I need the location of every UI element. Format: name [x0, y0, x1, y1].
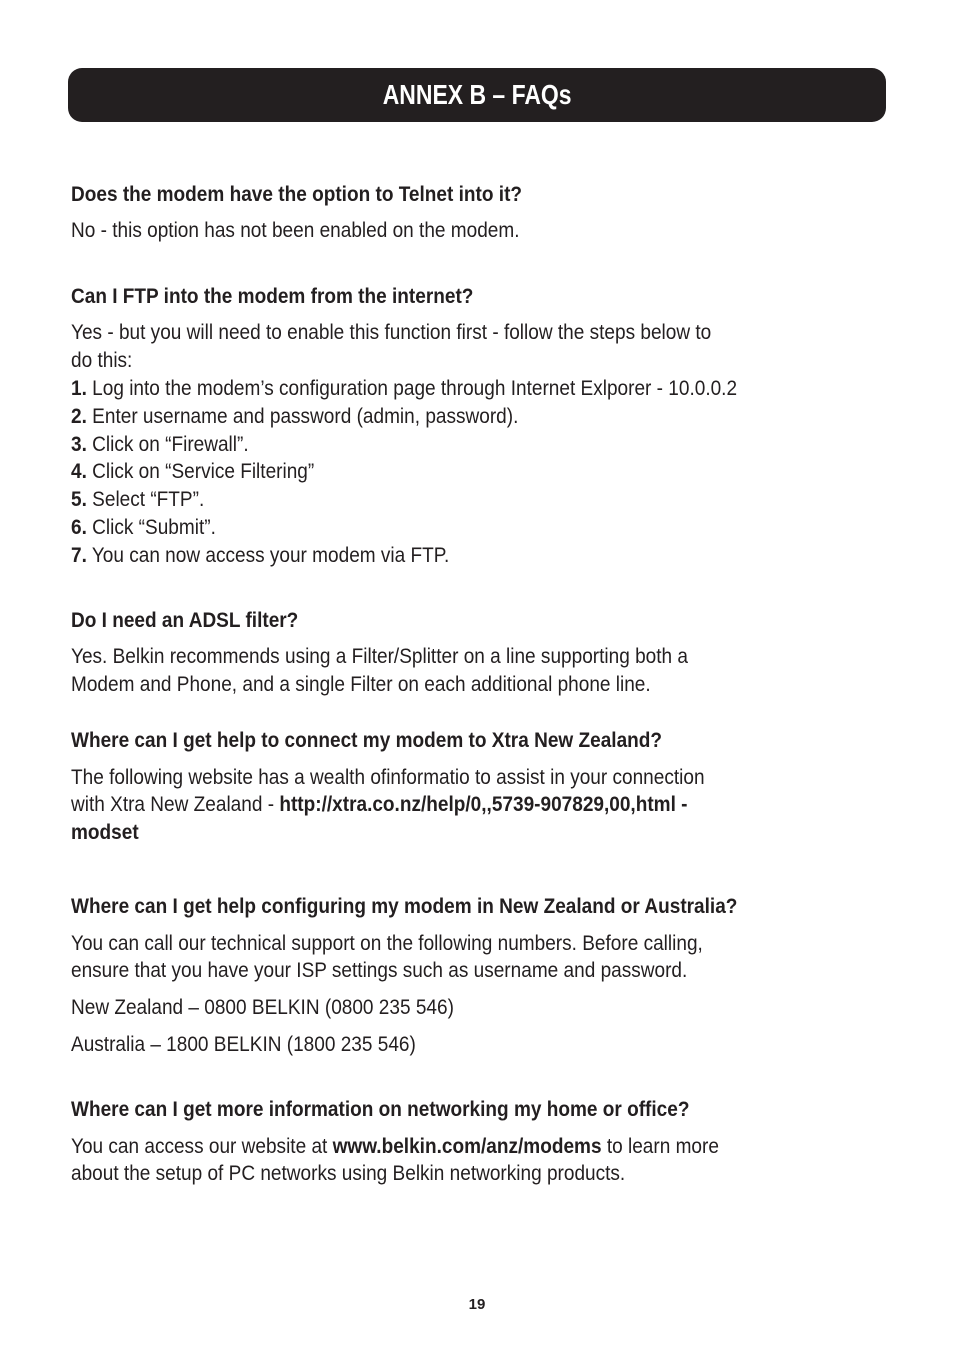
step-number: 1.: [71, 376, 87, 400]
faq-question: Where can I get more information on networking my home or office?: [71, 1097, 690, 1121]
step-text: You can now access your modem via FTP.: [91, 543, 450, 567]
step-text: Select “FTP”.: [92, 487, 205, 511]
step-number: 5.: [71, 487, 87, 511]
step-item: [71, 404, 518, 429]
step-text: Click “Submit”.: [92, 515, 216, 539]
step-item: [71, 376, 737, 401]
faq-question: Do I need an ADSL filter?: [71, 608, 299, 632]
faq-question: Can I FTP into the modem from the internet?: [71, 284, 474, 308]
step-text: Click on “Service Filtering”: [92, 459, 315, 483]
page-number: 19: [468, 1296, 486, 1313]
faq-answer: The following website has a wealth ofinformatio to assist in your connection: [71, 765, 705, 789]
faq-answer: Yes. Belkin recommends using a Filter/Splitter on a line supporting both a: [71, 644, 688, 668]
step-text: Log into the modem’s configuration page through Internet Exlporer - 10.0.0.2: [92, 376, 738, 400]
faq-answer: [71, 1134, 719, 1159]
faq-question: Where can I get help configuring my modem in New Zealand or Australia?: [71, 894, 738, 918]
step-number: 4.: [71, 459, 87, 483]
faq-answer: You can call our technical support on the following numbers. Before calling,: [71, 931, 703, 955]
faq-question: Does the modem have the option to Telnet into it?: [71, 182, 523, 206]
step-item: [71, 487, 204, 512]
step-item: [71, 515, 216, 540]
faq-answer: [71, 820, 139, 845]
step-number: 2.: [71, 404, 87, 428]
page-title: ANNEX B – FAQs: [382, 79, 572, 110]
faq-answer: do this:: [71, 348, 133, 372]
step-number: 7.: [71, 543, 87, 567]
faq-answer-text: You can access our website at: [71, 1134, 333, 1158]
step-text: Click on “Firewall”.: [92, 432, 249, 456]
phone-nz: New Zealand – 0800 BELKIN (0800 235 546): [71, 995, 454, 1019]
step-item: [71, 459, 314, 484]
faq-answer-text: with Xtra New Zealand -: [71, 792, 280, 816]
faq-answer-text: to learn more: [601, 1134, 719, 1158]
step-number: 6.: [71, 515, 87, 539]
step-number: 3.: [71, 432, 87, 456]
faq-question: Where can I get help to connect my modem to Xtra New Zealand?: [71, 728, 663, 752]
step-item: [71, 432, 249, 457]
faq-answer: Modem and Phone, and a single Filter on each additional phone line.: [71, 672, 651, 696]
phone-au: Australia – 1800 BELKIN (1800 235 546): [71, 1032, 416, 1056]
faq-answer: [71, 792, 688, 817]
step-item: [71, 543, 449, 568]
belkin-modems-link[interactable]: www.belkin.com/anz/modems: [332, 1134, 602, 1158]
faq-answer: No - this option has not been enabled on the modem.: [71, 218, 520, 242]
faq-answer: about the setup of PC networks using Belkin networking products.: [71, 1161, 626, 1185]
faq-answer: ensure that you have your ISP settings such as username and password.: [71, 958, 688, 982]
faq-answer: Yes - but you will need to enable this function first - follow the steps below to: [71, 320, 712, 344]
step-text: Enter username and password (admin, password).: [92, 404, 519, 428]
section-banner: [68, 68, 886, 122]
xtra-help-link[interactable]: http://xtra.co.nz/help/0,,5739-907829,00,html -: [279, 792, 688, 816]
xtra-help-link-cont[interactable]: modset: [71, 820, 139, 844]
